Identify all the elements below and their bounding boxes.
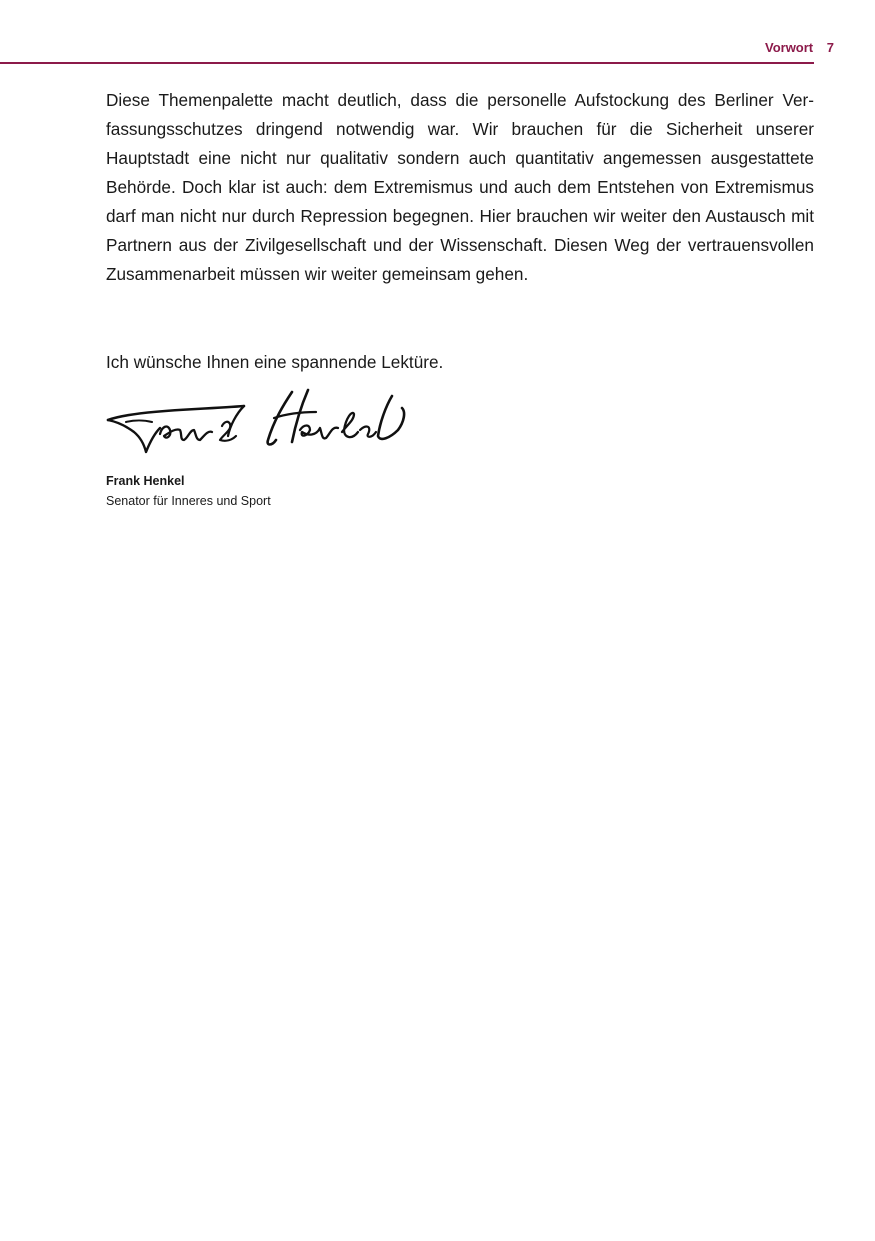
closing-line: Ich wünsche Ihnen eine spannende Lektüre.	[106, 352, 444, 372]
signer-name: Frank Henkel	[106, 474, 185, 488]
header-section-title: Vorwort	[764, 40, 814, 55]
header-rule	[0, 62, 814, 64]
page-number: 7	[826, 40, 834, 55]
signer-title: Senator für Inneres und Sport	[106, 494, 271, 508]
running-header	[765, 40, 834, 55]
body-paragraph: Diese Themenpalette macht deutlich, dass die personelle Aufstockung des Berliner Verfassungsschutzes dringend notwendig war. Wir brauchen für die Sicherheit unserer Hauptstadt eine nicht nur qualitativ sondern auch quantitativ angemessen ausgestattete Behörde. Doch klar ist auch: dem Extremismus und auch dem Entstehen von Extremismus darf man nicht nur durch Repression begegnen. Hier brauchen wir weiter den Austausch mit Partnern aus der Zivilgesellschaft und der Wissenschaft. Diesen Weg der vertrauensvollen Zusammenarbeit müssen wir weiter gemeinsam gehen.	[106, 90, 814, 284]
handwritten-signature	[104, 384, 408, 458]
